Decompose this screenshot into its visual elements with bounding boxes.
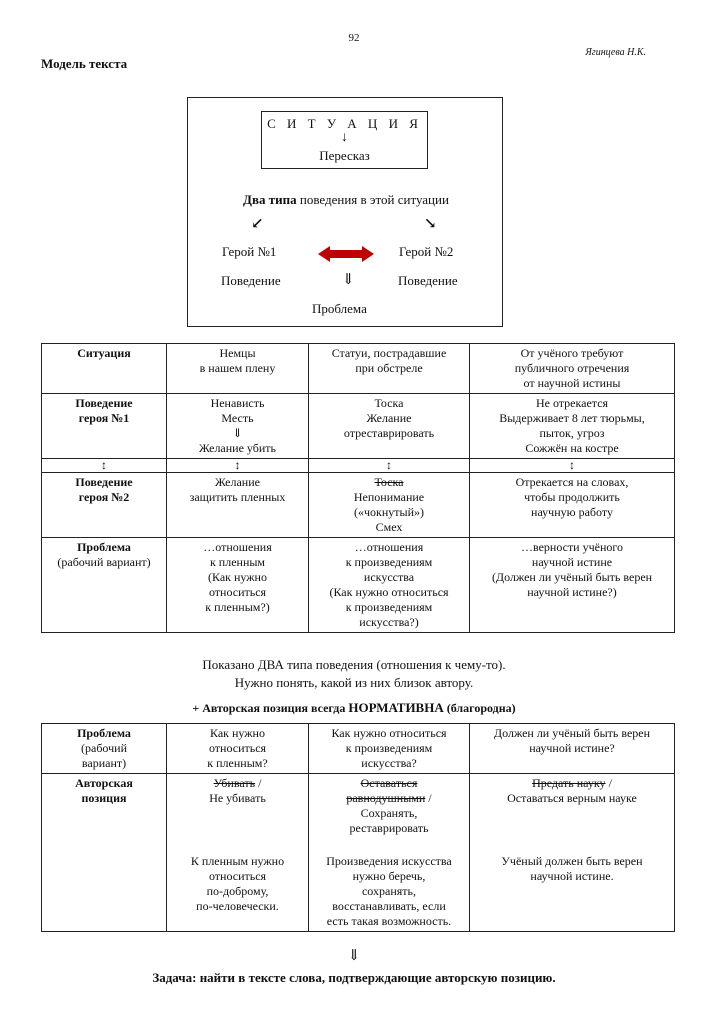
table-row (42, 538, 675, 633)
row-label-hero2: Поведение героя №2 (42, 473, 167, 538)
table-row (42, 774, 675, 932)
table-cell: Не отрекается Выдерживает 8 лет тюрьмы, пыток, угроз Сожжён на костре (470, 394, 675, 459)
row-label-author-position: Авторская позиция (42, 774, 167, 932)
table-cell: …верности учёного научной истине (Должен ли учёный быть верен научной истине?) (470, 538, 675, 633)
document-title: Модель текста (41, 56, 128, 71)
struck-text: равнодушными (346, 791, 426, 805)
struck-text: Убивать (213, 776, 256, 790)
up-down-arrow-icon: ↕ (309, 459, 470, 473)
row-label-situation: Ситуация (42, 344, 167, 394)
two-types-heading (188, 192, 504, 208)
summary-line-2: Нужно понять, какой из них близок автору. (234, 675, 474, 690)
table-cell: Тоска Непонимание («чокнутый») Смех (309, 473, 470, 538)
up-down-arrow-icon: ↕ (42, 459, 167, 473)
double-headed-arrow-icon (318, 246, 374, 262)
behavior-right-label: Поведение (398, 273, 458, 288)
hero2-label: Герой №2 (399, 244, 454, 259)
double-down-arrow-icon: ⇓ (232, 426, 243, 440)
summary-line-1: Показано ДВА типа поведения (отношения к чему-то). (202, 657, 506, 672)
two-types-rest: поведения в этой ситуации (296, 192, 449, 207)
table-cell: Убивать / Не убивать К пленным нужно относиться по-доброму, по-человечески. (167, 774, 309, 932)
table-cell: Как нужно относиться к пленным? (167, 724, 309, 774)
table-row-arrows (42, 459, 675, 473)
page-number: 92 (348, 32, 360, 44)
hero1-label: Герой №1 (222, 244, 277, 259)
arrow-down-right-icon: ↘ (424, 216, 437, 232)
row-label-hero1: Поведение героя №1 (42, 394, 167, 459)
table-cell: Немцы в нашем плену (167, 344, 309, 394)
table-cell: Оставаться равнодушными / Сохранять, реставрировать Произведения искусства нужно беречь, сохранять, восстанавливать, если есть такая возможность. (309, 774, 470, 932)
author-position-table (41, 723, 675, 932)
situations-table (41, 343, 675, 633)
text-model-diagram (187, 97, 503, 327)
table-cell: Как нужно относиться к произведениям искусства? (309, 724, 470, 774)
up-down-arrow-icon: ↕ (167, 459, 309, 473)
table-cell: Должен ли учёный быть верен научной истине? (470, 724, 675, 774)
struck-text: Тоска (374, 475, 404, 489)
table-cell: Статуи, пострадавшие при обстреле (309, 344, 470, 394)
table-cell: Отрекается на словах, чтобы продолжить научную работу (470, 473, 675, 538)
problem-label: Проблема (312, 301, 367, 316)
up-down-arrow-icon: ↕ (470, 459, 675, 473)
row-label-problem: Проблема (рабочий вариант) (42, 538, 167, 633)
arrow-down-left-icon: ↙ (251, 216, 264, 232)
table-row (42, 344, 675, 394)
behavior-left-label: Поведение (221, 273, 281, 288)
situation-label: С И Т У А Ц И Я (267, 116, 422, 131)
author-name: Ягинцева Н.К. (585, 47, 646, 58)
retelling-label: Пересказ (319, 148, 370, 163)
situation-box (261, 111, 428, 169)
table-row (42, 394, 675, 459)
row-label-problem: Проблема (рабочий вариант) (42, 724, 167, 774)
two-types-bold: Два типа (243, 192, 297, 207)
author-position-rule: + Авторская позиция всегда НОРМАТИВНА (благородна) (192, 700, 516, 715)
struck-text: Оставаться (360, 776, 418, 790)
table-row (42, 473, 675, 538)
double-down-arrow-icon: ⇓ (342, 272, 355, 288)
table-cell: Предать науку / Оставаться верным науке Учёный должен быть верен научной истине. (470, 774, 675, 932)
down-arrow-icon: ↓ (341, 130, 348, 145)
table-row (42, 724, 675, 774)
table-cell: Тоска Желание отреставрировать (309, 394, 470, 459)
task-statement: Задача: найти в тексте слова, подтверждающие авторскую позицию. (152, 970, 556, 985)
struck-text: Предать науку (532, 776, 606, 790)
table-cell: Ненависть Месть ⇓ Желание убить (167, 394, 309, 459)
table-cell: …отношения к пленным (Как нужно относиться к пленным?) (167, 538, 309, 633)
double-down-arrow-icon: ⇓ (347, 948, 361, 964)
table-cell: Желание защитить пленных (167, 473, 309, 538)
table-cell: От учёного требуют публичного отречения от научной истины (470, 344, 675, 394)
table-cell: …отношения к произведениям искусства (Как нужно относиться к произведениям искусства?) (309, 538, 470, 633)
